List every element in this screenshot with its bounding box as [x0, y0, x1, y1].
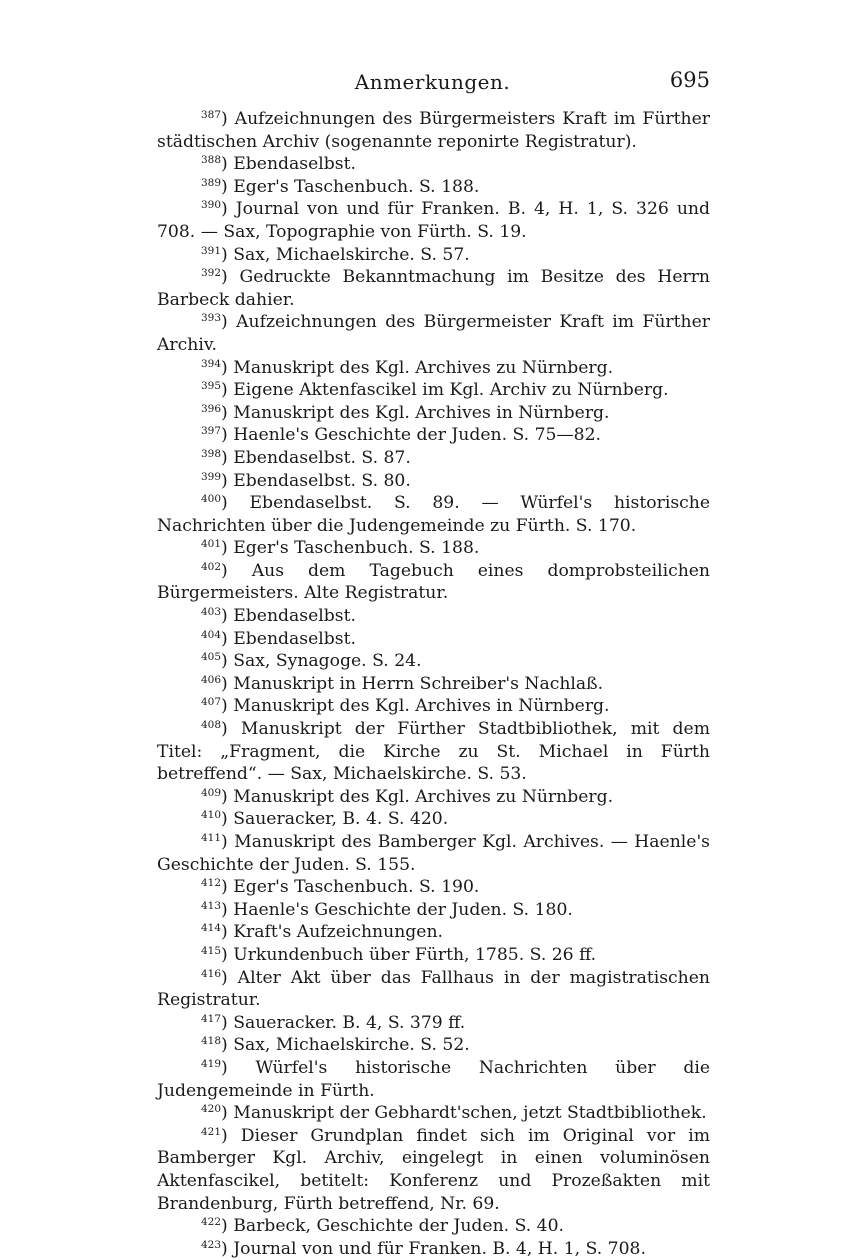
endnote-text: Eger's Taschenbuch. S. 190. [233, 877, 480, 898]
endnote-number: 419 [201, 1057, 222, 1070]
endnote: $^{407}$) Manuskript des Kgl. Archives in Nürnberg. [201, 696, 610, 717]
endnote-text: Saueracker, B. 4. S. 420. [233, 809, 449, 830]
endnote: $^{414}$) Kraft's Aufzeichnungen. [201, 922, 443, 943]
endnote-text: Gedruckte Bekanntmachung im Besitze des Herrn Barbeck dahier. [157, 267, 710, 310]
endnote: $^{420}$) Manuskript der Gebhardt'schen, jetzt Stadtbibliothek. [201, 1103, 707, 1124]
endnote-number: 389 [201, 176, 222, 189]
endnote-text: Manuskript des Kgl. Archives in Nürnberg. [233, 696, 610, 717]
endnote: $^{388}$) Ebendaselbst. [201, 154, 356, 175]
endnote-number: 416 [201, 967, 222, 980]
endnote-text: Manuskript des Bamberger Kgl. Archives. — Haenle's Geschichte der Juden. S. 155. [157, 832, 710, 875]
endnote-number: 417 [201, 1012, 222, 1025]
endnote-text: Ebendaselbst. [233, 154, 356, 175]
endnote-text: Manuskript in Herrn Schreiber's Nachlaß. [233, 673, 604, 694]
endnote-number: 409 [201, 786, 222, 799]
endnote-text: Manuskript der Gebhardt'schen, jetzt Stadtbibliothek. [233, 1103, 707, 1124]
endnote: $^{415}$) Urkundenbuch über Fürth, 1785. S. 26 ff. [201, 944, 597, 965]
endnote: $^{390}$) Journal von und für Franken. B. 4, H. 1, S. 326 und 708. — Sax, Topographie von Fürth. S. 19. [157, 199, 710, 242]
endnote: $^{406}$) Manuskript in Herrn Schreiber's Nachlaß. [201, 673, 604, 694]
endnote: $^{404}$) Ebendaselbst. [201, 628, 356, 649]
endnote-number: 394 [201, 357, 222, 370]
endnote-text: Ebendaselbst. S. 89. — Würfel's historische Nachrichten über die Judengemeinde zu Fürth. S. 170. [157, 493, 711, 536]
endnote: $^{387}$) Aufzeichnungen des Bürgermeisters Kraft im Fürther städtischen Archiv (sogenannte reponirte Registratur). [157, 109, 710, 152]
endnote-text: Manuskript der Fürther Stadtbibliothek, mit dem Titel: „Fragment, die Kirche zu St. Michael in Fürth betreffend“. — Sax, Michaelskirche. S. 53. [157, 719, 710, 785]
endnote-number: 401 [201, 538, 222, 551]
endnote-number: 411 [201, 832, 222, 844]
endnote-text: Journal von und für Franken. B. 4, H. 1, S. 708. [233, 1238, 646, 1259]
endnote: $^{401}$) Eger's Taschenbuch. S. 188. [201, 538, 480, 559]
endnote: $^{422}$) Barbeck, Geschichte der Juden. S. 40. [201, 1216, 565, 1237]
endnote-text: Manuskript des Kgl. Archives zu Nürnberg. [233, 786, 614, 807]
endnote: $^{423}$) Journal von und für Franken. B. 4, H. 1, S. 708. [201, 1238, 646, 1259]
endnote-text: Eigene Aktenfascikel im Kgl. Archiv zu Nürnberg. [233, 380, 669, 401]
endnote-number: 388 [201, 154, 222, 167]
endnote: $^{416}$) Alter Akt über das Fallhaus in der magistratischen Registratur. [157, 967, 710, 1011]
endnote-number: 408 [201, 719, 222, 732]
endnote-text: Aufzeichnungen des Bürgermeisters Kraft im Fürther städtischen Archiv (sogenannte reponirte Registratur). [157, 109, 710, 152]
endnote: $^{417}$) Saueracker. B. 4, S. 379 ff. [201, 1012, 466, 1033]
endnote-text: Journal von und für Franken. B. 4, H. 1, S. 326 und 708. — Sax, Topographie von Fürth. S. 19. [157, 199, 710, 242]
endnote: $^{402}$) Aus dem Tagebuch eines domprobsteilichen Bürgermeisters. Alte Registratur. [157, 560, 711, 604]
endnote-number: 413 [201, 899, 222, 912]
endnote-number: 403 [201, 606, 222, 619]
endnote: $^{393}$) Aufzeichnungen des Bürgermeister Kraft im Fürther Archiv. [157, 312, 710, 355]
endnote-number: 412 [201, 877, 222, 890]
page-number: 695 [669, 68, 710, 92]
endnote-text: Ebendaselbst. S. 80. [233, 470, 411, 491]
endnote-text: Ebendaselbst. [233, 606, 356, 627]
endnote-number: 391 [201, 244, 222, 257]
endnote-text: Ebendaselbst. [233, 628, 356, 649]
endnote-number: 398 [201, 447, 222, 460]
endnote-text: Sax, Michaelskirche. S. 57. [233, 244, 470, 265]
endnotes-list [157, 108, 710, 1260]
endnote: $^{394}$) Manuskript des Kgl. Archives zu Nürnberg. [201, 357, 614, 378]
endnote: $^{397}$) Haenle's Geschichte der Juden. S. 75—82. [201, 425, 601, 446]
endnote-number: 393 [201, 312, 222, 325]
page-header [155, 70, 710, 100]
endnote-number: 390 [201, 199, 222, 212]
endnote: $^{398}$) Ebendaselbst. S. 87. [201, 447, 411, 468]
endnote-number: 405 [201, 651, 222, 664]
endnote-number: 399 [201, 470, 222, 483]
endnote-text: Eger's Taschenbuch. S. 188. [233, 538, 480, 559]
endnote-number: 400 [201, 493, 222, 506]
endnote-number: 422 [201, 1216, 222, 1229]
endnote-number: 397 [201, 425, 222, 438]
endnote: $^{389}$) Eger's Taschenbuch. S. 188. [201, 176, 480, 197]
endnote-text: Aufzeichnungen des Bürgermeister Kraft im Fürther Archiv. [157, 312, 710, 355]
endnote-number: 415 [201, 944, 222, 957]
endnote-text: Kraft's Aufzeichnungen. [233, 922, 443, 943]
endnote-number: 414 [201, 922, 222, 935]
endnote-text: Saueracker. B. 4, S. 379 ff. [233, 1012, 466, 1033]
endnote: $^{412}$) Eger's Taschenbuch. S. 190. [201, 877, 480, 898]
endnote-text: Haenle's Geschichte der Juden. S. 75—82. [233, 425, 601, 446]
endnote-number: 387 [201, 109, 222, 121]
endnote-text: Manuskript des Kgl. Archives in Nürnberg. [233, 402, 610, 423]
endnote-number: 402 [201, 560, 222, 573]
endnote-number: 420 [201, 1103, 222, 1116]
endnote-text: Alter Akt über das Fallhaus in der magistratischen Registratur. [157, 967, 710, 1011]
endnote-text: Barbeck, Geschichte der Juden. S. 40. [233, 1216, 565, 1237]
endnote: $^{395}$) Eigene Aktenfascikel im Kgl. Archiv zu Nürnberg. [201, 380, 669, 401]
endnote-text: Urkundenbuch über Fürth, 1785. S. 26 ff. [233, 944, 597, 965]
endnote-number: 421 [201, 1125, 222, 1138]
endnote: $^{396}$) Manuskript des Kgl. Archives in Nürnberg. [201, 402, 610, 423]
endnote: $^{418}$) Sax, Michaelskirche. S. 52. [201, 1035, 470, 1056]
endnote: $^{421}$) Dieser Grundplan findet sich im Original vor im Bamberger Kgl. Archiv, eingelegt in einen voluminösen Aktenfascikel, betitelt: Konferenz und Prozeßakten mit Brandenburg, Fürth betreffend, Nr. 69. [157, 1125, 710, 1214]
endnote-number: 404 [201, 628, 222, 641]
endnote-text: Aus dem Tagebuch eines domprobsteilichen Bürgermeisters. Alte Registratur. [157, 560, 711, 604]
endnote: $^{411}$) Manuskript des Bamberger Kgl. Archives. — Haenle's Geschichte der Juden. S. 155. [157, 832, 710, 875]
endnote: $^{413}$) Haenle's Geschichte der Juden. S. 180. [201, 899, 573, 920]
endnote-number: 392 [201, 267, 222, 280]
endnote: $^{400}$) Ebendaselbst. S. 89. — Würfel's historische Nachrichten über die Judengemeinde zu Fürth. S. 170. [157, 493, 711, 536]
endnote-number: 396 [201, 402, 222, 415]
endnote-number: 418 [201, 1035, 222, 1048]
running-head: Anmerkungen. [354, 70, 511, 94]
endnote: $^{410}$) Saueracker, B. 4. S. 420. [201, 809, 449, 830]
endnote: $^{405}$) Sax, Synagoge. S. 24. [201, 651, 422, 672]
endnote-text: Sax, Michaelskirche. S. 52. [233, 1035, 470, 1056]
endnote-number: 395 [201, 380, 222, 393]
endnote-text: Dieser Grundplan findet sich im Original vor im Bamberger Kgl. Archiv, eingelegt in einen voluminösen Aktenfascikel, betitelt: Konferenz und Prozeßakten mit Brandenburg, Fürth betreffend, Nr. 69. [157, 1125, 710, 1214]
endnote-number: 406 [201, 673, 222, 686]
endnote: $^{408}$) Manuskript der Fürther Stadtbibliothek, mit dem Titel: „Fragment, die Kirche zu St. Michael in Fürth betreffend“. — Sax, Michaelskirche. S. 53. [157, 719, 710, 785]
endnote-text: Eger's Taschenbuch. S. 188. [233, 176, 480, 197]
endnote-number: 407 [201, 696, 222, 709]
endnote-number: 423 [201, 1238, 222, 1251]
endnote-text: Würfel's historische Nachrichten über die Judengemeinde in Fürth. [157, 1057, 710, 1101]
endnote-number: 410 [201, 809, 222, 822]
endnote-text: Manuskript des Kgl. Archives zu Nürnberg. [233, 357, 614, 378]
endnote: $^{391}$) Sax, Michaelskirche. S. 57. [201, 244, 470, 265]
endnote: $^{392}$) Gedruckte Bekanntmachung im Besitze des Herrn Barbeck dahier. [157, 267, 710, 310]
endnote: $^{403}$) Ebendaselbst. [201, 606, 356, 627]
endnote-text: Haenle's Geschichte der Juden. S. 180. [233, 899, 573, 920]
endnote-text: Ebendaselbst. S. 87. [233, 447, 411, 468]
endnote-text: Sax, Synagoge. S. 24. [233, 651, 422, 672]
endnote: $^{409}$) Manuskript des Kgl. Archives zu Nürnberg. [201, 786, 614, 807]
endnote: $^{419}$) Würfel's historische Nachrichten über die Judengemeinde in Fürth. [157, 1057, 710, 1101]
endnote: $^{399}$) Ebendaselbst. S. 80. [201, 470, 411, 491]
